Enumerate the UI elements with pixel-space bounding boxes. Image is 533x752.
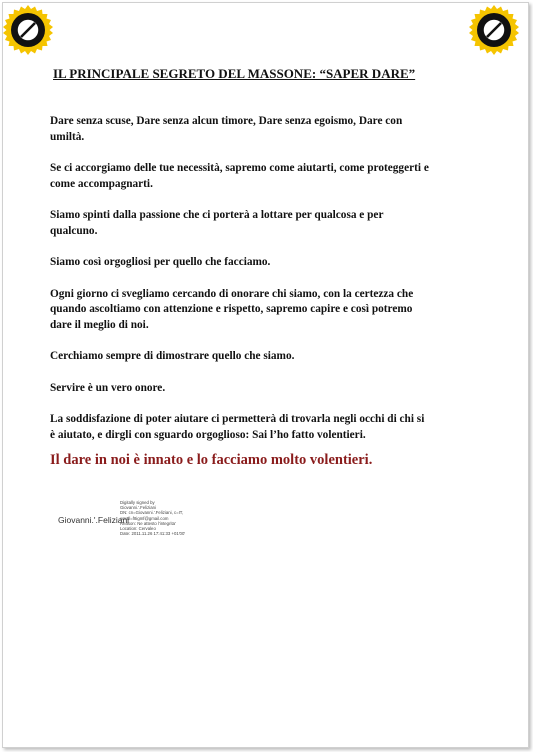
signature-detail-line: Reason: Ne attesto l'integrita' (120, 520, 176, 526)
signature-details (120, 500, 185, 536)
signature-detail-line: Date: 2011.11.26 17:41:33 +01'00' (120, 531, 186, 537)
paragraph: Siamo così orgogliosi per quello che facciamo. (50, 256, 271, 268)
paragraph: Cerchiamo sempre di dimostrare quello che siamo. (50, 350, 295, 362)
document-title: IL PRINCIPALE SEGRETO DEL MASSONE: “SAPER DARE” (53, 66, 416, 81)
paragraph: Siamo spinti dalla passione che ci porterà a lottare per qualcosa e per qualcuno. (50, 209, 384, 237)
paragraph: Servire è un vero onore. (50, 381, 166, 394)
signature-detail-line: email=f8igmf@gmail.com (120, 515, 169, 521)
paragraph: Se ci accorgiamo delle tue necessità, sapremo come aiutarti, come proteggerti e come accompagnarti. (50, 162, 429, 190)
signature-detail-line: DN: cn=Giovanni.'.Feliziani, c=IT, (120, 510, 184, 516)
digital-signature[interactable] (58, 500, 278, 545)
paragraph: Dare senza scuse, Dare senza alcun timore, Dare senza egoismo, Dare con umiltà. (50, 115, 403, 143)
signature-name: Giovanni.'.Feliziani (58, 515, 130, 525)
document-body (50, 114, 430, 459)
signature-detail-line: Location: Cervaleo (120, 526, 156, 532)
paragraph: La soddisfazione di poter aiutare ci permetterà di trovarla negli occhi di chi si è aiutato, e dirgli con sguardo orgoglioso: Sai l’ho fatto volentieri. (50, 413, 425, 441)
pdf-xchange-badge-icon (2, 4, 54, 56)
signature-detail-line: Digitally signed by (120, 500, 155, 505)
signature-detail-line: Giovanni.'.Feliziani (120, 505, 156, 511)
closing-statement: Il dare in noi è innato e lo facciamo molto volentieri. (50, 452, 373, 468)
pdf-xchange-badge-icon (468, 4, 520, 56)
paragraph: Ogni giorno ci svegliamo cercando di onorare chi siamo, con la certezza che quando ascoltiamo con attenzione e rispetto, sapremo capire e così potremo dare il meglio di noi. (50, 287, 414, 331)
pdf-xchange-badge-left[interactable] (2, 4, 54, 56)
pdf-xchange-badge-right[interactable] (468, 4, 520, 56)
